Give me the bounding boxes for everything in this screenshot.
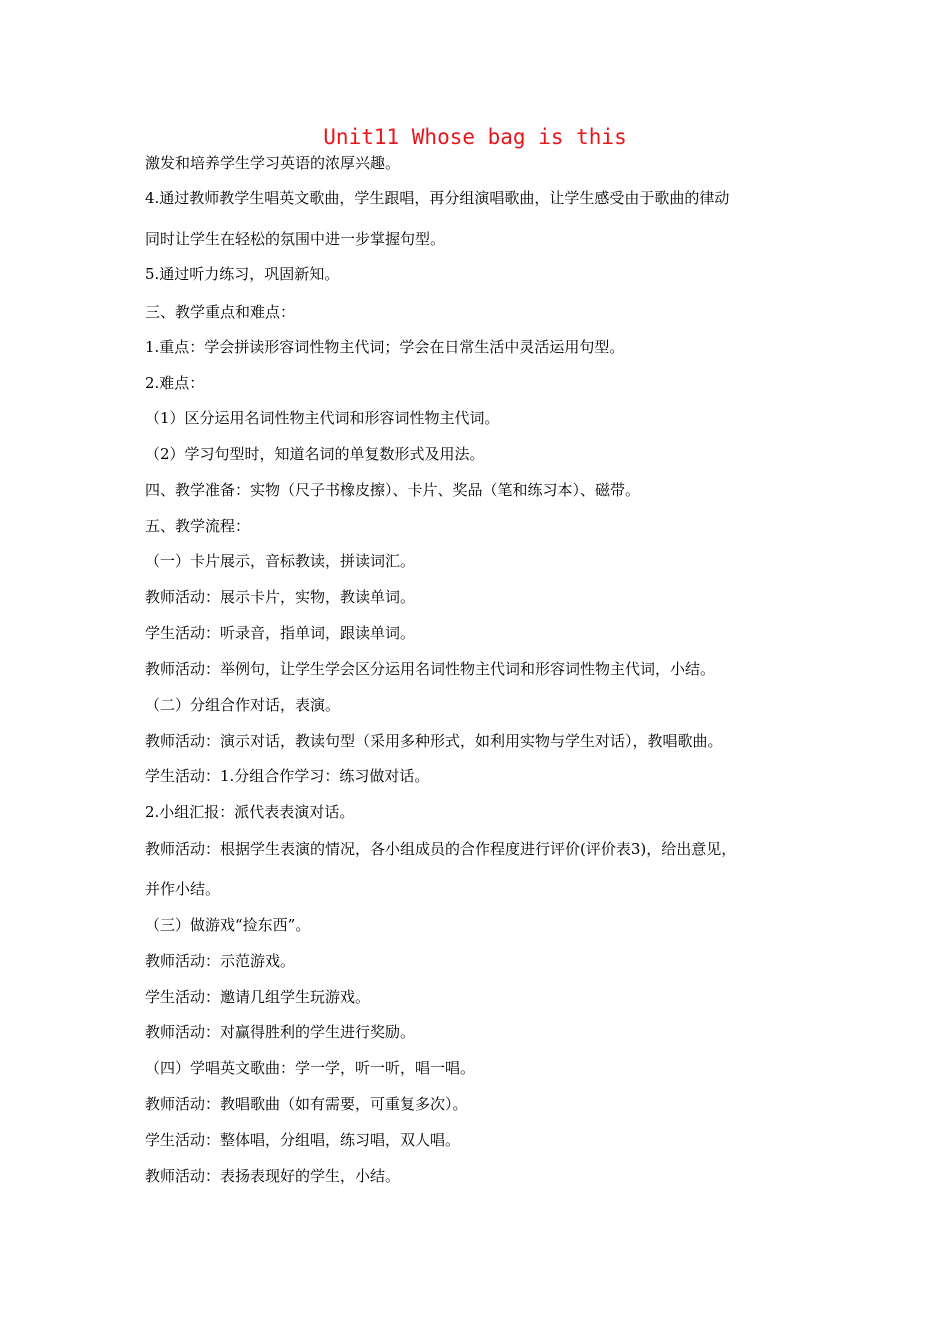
subsection-heading: （一）卡片展示，音标教读，拼读词汇。	[145, 552, 416, 570]
paragraph-line: 学生活动：整体唱，分组唱，练习唱，双人唱。	[145, 1131, 461, 1149]
paragraph-line: 并作小结。	[145, 880, 221, 898]
paragraph-line: 2.小组汇报：派代表表演对话。	[145, 803, 355, 821]
section-heading: 四、教学准备：实物（尺子书橡皮擦）、卡片、奖品（笔和练习本）、磁带。	[145, 481, 641, 499]
paragraph-line: 学生活动：1.分组合作学习：练习做对话。	[145, 767, 430, 785]
paragraph-line: 教师活动：展示卡片，实物，教读单词。	[145, 588, 416, 606]
paragraph-line: 1.重点：学会拼读形容词性物主代词；学会在日常生活中灵活运用句型。	[145, 338, 625, 356]
paragraph-line: 教师活动：对赢得胜利的学生进行奖励。	[145, 1023, 416, 1041]
paragraph-line: 教师活动：示范游戏。	[145, 952, 296, 970]
paragraph-line: 学生活动：邀请几组学生玩游戏。	[145, 988, 371, 1006]
paragraph-line: 教师活动：演示对话，教读句型（采用多种形式，如利用实物与学生对话），教唱歌曲。	[145, 732, 723, 750]
paragraph-line: 教师活动：根据学生表演的情况，各小组成员的合作程度进行评价(评价表3)，给出意见，	[145, 840, 737, 858]
subsection-heading: （二）分组合作对话，表演。	[145, 696, 341, 714]
paragraph-line: 2.难点：	[145, 374, 205, 392]
paragraph-line: 同时让学生在轻松的氛围中进一步掌握句型。	[145, 230, 446, 248]
paragraph-line: 5.通过听力练习，巩固新知。	[145, 265, 340, 283]
paragraph-line: （1）区分运用名词性物主代词和形容词性物主代词。	[145, 409, 500, 427]
document-title: Unit11 Whose bag is this	[323, 125, 627, 149]
paragraph-line: 4.通过教师教学生唱英文歌曲，学生跟唱，再分组演唱歌曲，让学生感受由于歌曲的律动	[145, 189, 730, 207]
paragraph-line: 教师活动：举例句，让学生学会区分运用名词性物主代词和形容词性物主代词，小结。	[145, 660, 716, 678]
section-heading: 三、教学重点和难点：	[145, 303, 296, 321]
paragraph-line: （2）学习句型时，知道名词的单复数形式及用法。	[145, 445, 485, 463]
paragraph-line: 激发和培养学生学习英语的浓厚兴趣。	[145, 154, 401, 172]
paragraph-line: 教师活动：教唱歌曲（如有需要，可重复多次）。	[145, 1095, 468, 1113]
paragraph-line: 教师活动：表扬表现好的学生，小结。	[145, 1167, 401, 1185]
subsection-heading: （三）做游戏“捡东西”。	[145, 916, 311, 934]
paragraph-line: 学生活动：听录音，指单词，跟读单词。	[145, 624, 416, 642]
section-heading: 五、教学流程：	[145, 517, 251, 535]
subsection-heading: （四）学唱英文歌曲：学一学，听一听，唱一唱。	[145, 1059, 476, 1077]
